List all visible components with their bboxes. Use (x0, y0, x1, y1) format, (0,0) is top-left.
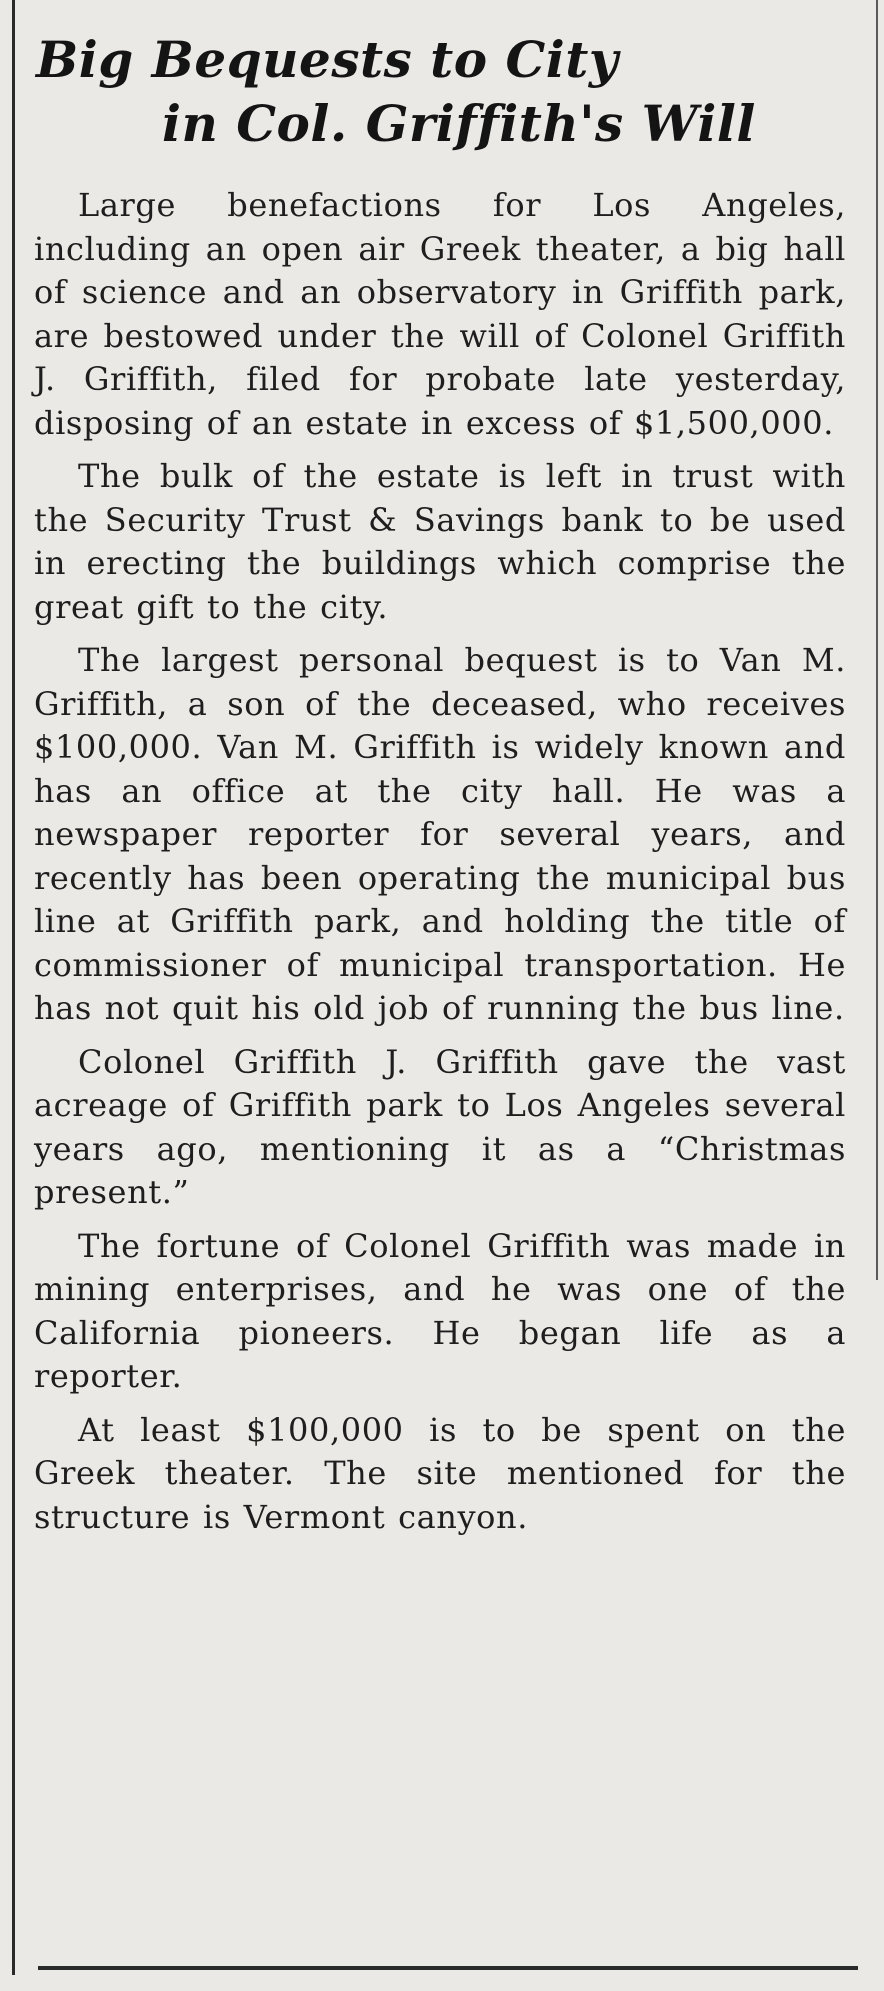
headline (32, 28, 852, 156)
paragraph-2: The bulk of the estate is left in trust with the Security Trust & Savings bank to be used in erecting the buildings which comprise the great gift to the city. (34, 457, 846, 626)
bottom-rule (38, 1966, 858, 1970)
headline-line-1: Big Bequests to City (36, 30, 619, 89)
headline-line-2: in Col. Griffith's Will (162, 94, 756, 153)
paragraph-3: The largest personal bequest is to Van M. Griffith, a son of the deceased, who receives $100,000. Van M. Griffith is widely known and has an office at the city hall. He was a newspaper reporter for several years, and recently has been operating the municipal bus line at Griffith park, and holding the title of commissioner of municipal transportation. He has not quit his old job of running the bus line. (34, 641, 846, 1027)
paragraph-4: Colonel Griffith J. Griffith gave the vast acreage of Griffith park to Los Angeles several years ago, mentioning it as a “Christmas present.” (34, 1042, 846, 1211)
article-body (34, 184, 846, 1549)
paragraph-5: The fortune of Colonel Griffith was made in mining enterprises, and he was one of the California pioneers. He began life as a reporter. (34, 1226, 846, 1395)
paragraph-1: Large benefactions for Los Angeles, including an open air Greek theater, a big hall of science and an observatory in Griffith park, are bestowed under the will of Colonel Griffith J. Griffith, filed for probate late yesterday, disposing of an estate in excess of $1,500,000. (34, 186, 846, 442)
column-rule-right (876, 0, 878, 1280)
column-rule-left (12, 0, 15, 1975)
paragraph-6: At least $100,000 is to be spent on the Greek theater. The site mentioned for the structure is Vermont canyon. (34, 1410, 846, 1536)
